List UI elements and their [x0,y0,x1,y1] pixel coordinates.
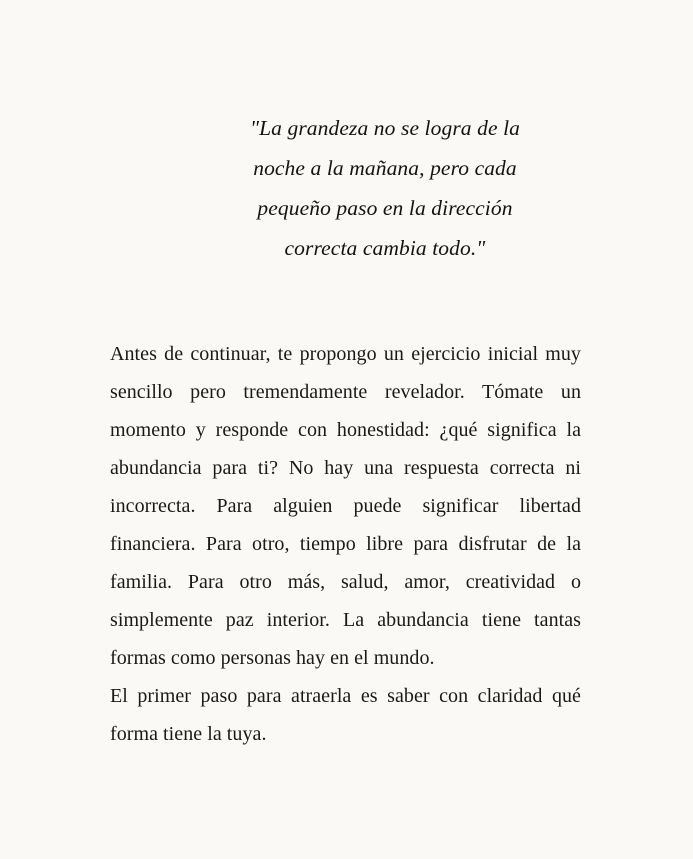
pull-quote [150,108,620,268]
body-text-block [110,335,581,753]
body-paragraph-1: Antes de continuar, te propongo un ejercicio inicial muy sencillo pero tremendamente revelador. Tómate un momento y responde con honestidad: ¿qué significa la abundancia para ti? No hay una respuesta correcta ni incorrecta. Para alguien puede significar libertad financiera. Para otro, tiempo libre para disfrutar de la familia. Para otro más, salud, amor, creatividad o simplemente paz interior. La abundancia tiene tantas formas como personas hay en el mundo. [110,343,581,669]
quote-line-2: noche a la mañana, pero cada [253,155,517,180]
quote-line-1: "La grandeza no se logra de la [249,115,521,140]
body-paragraph-2: El primer paso para atraerla es saber con claridad qué forma tiene la tuya. [110,685,581,745]
quote-line-4: correcta cambia todo." [284,235,486,260]
quote-line-3: pequeño paso en la dirección [257,195,513,220]
